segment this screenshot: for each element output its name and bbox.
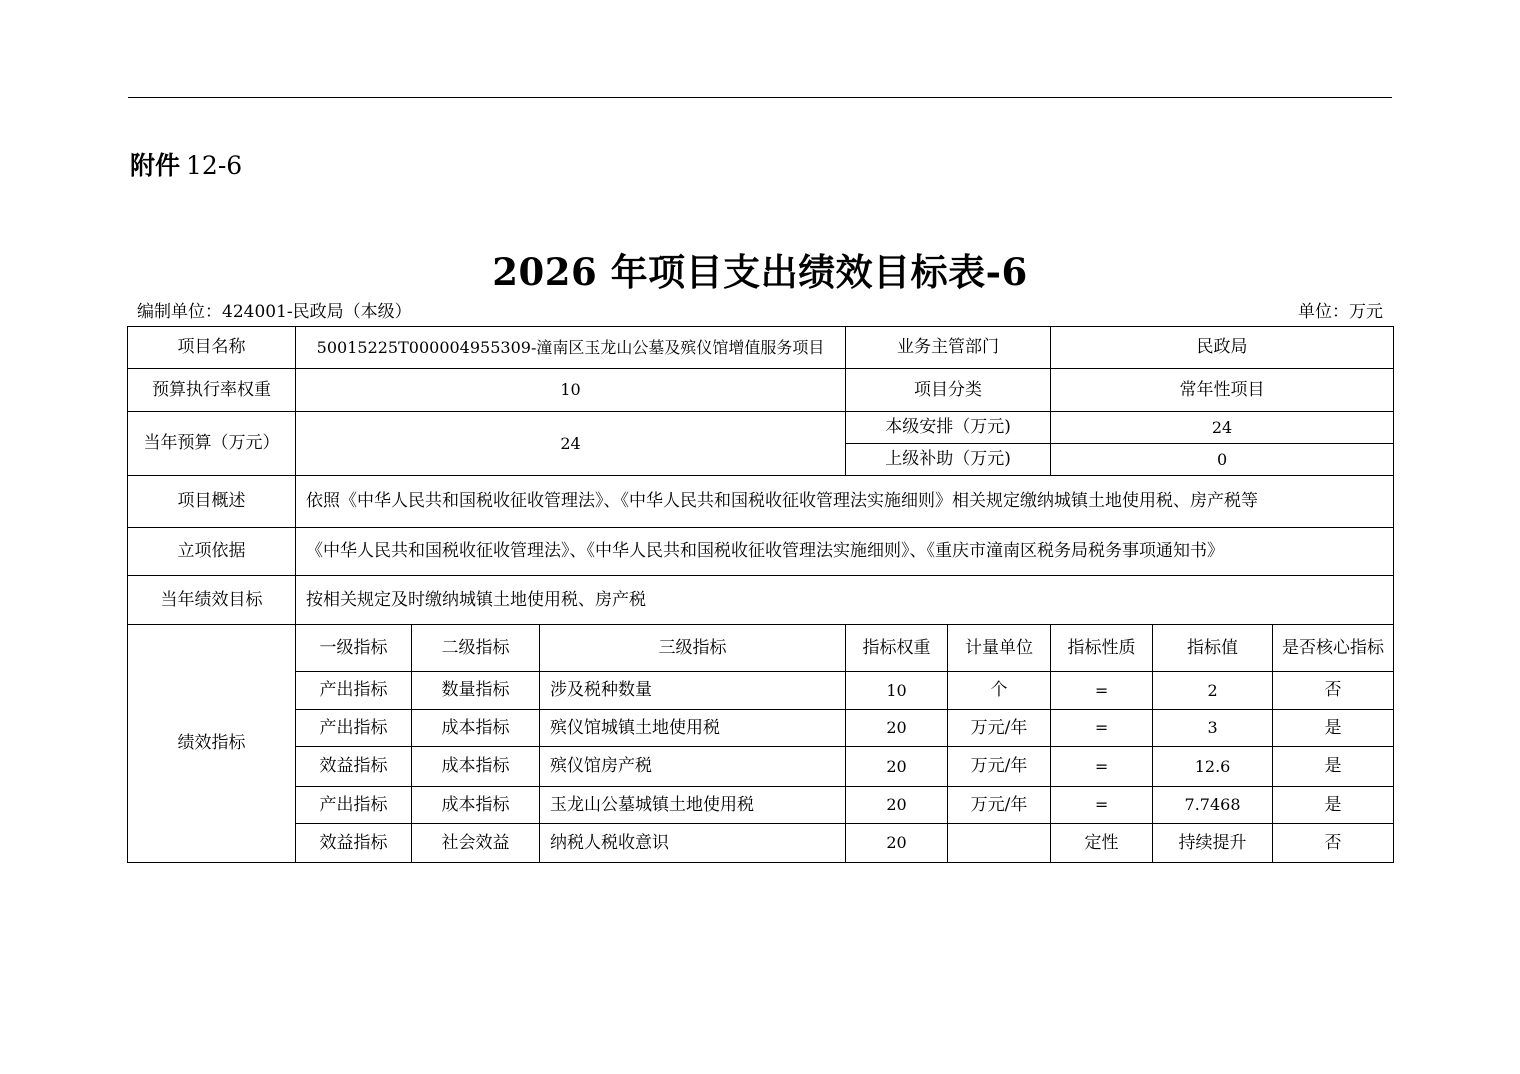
- budget-label: 当年预算（万元）: [128, 412, 296, 476]
- row-project-name: [128, 327, 1394, 369]
- header-value: 指标值: [1153, 625, 1273, 672]
- core-cell: 否: [1273, 672, 1394, 710]
- category-label: 项目分类: [846, 369, 1051, 412]
- value-cell: 7.7468: [1153, 787, 1273, 824]
- level2-cell: 数量指标: [412, 672, 540, 710]
- level3-cell: 涉及税种数量: [540, 672, 846, 710]
- unit-cell: 个: [948, 672, 1051, 710]
- weight-cell: 20: [846, 710, 948, 747]
- value-cell: 2: [1153, 672, 1273, 710]
- overview-value: 依照《中华人民共和国税收征收管理法》、《中华人民共和国税收征收管理法实施细则》相关规定缴纳城镇土地使用税、房产税等: [296, 476, 1394, 528]
- goal-value: 按相关规定及时缴纳城镇土地使用税、房产税: [296, 576, 1394, 625]
- nature-cell: =: [1051, 747, 1153, 787]
- indicator-row: [128, 710, 1394, 747]
- level1-cell: 产出指标: [296, 710, 412, 747]
- value-cell: 3: [1153, 710, 1273, 747]
- level3-cell: 纳税人税收意识: [540, 824, 846, 863]
- level1-cell: 效益指标: [296, 747, 412, 787]
- unit-cell: 万元/年: [948, 747, 1051, 787]
- local-budget-value: 24: [1051, 412, 1394, 444]
- meta-row: [137, 297, 1383, 322]
- nature-cell: =: [1051, 672, 1153, 710]
- attachment-word: 附件: [130, 151, 181, 180]
- level1-cell: 效益指标: [296, 824, 412, 863]
- indicator-header-row: [128, 625, 1394, 672]
- core-cell: 是: [1273, 747, 1394, 787]
- header-level2: 二级指标: [412, 625, 540, 672]
- local-budget-label: 本级安排（万元): [846, 412, 1051, 444]
- upper-subsidy-value: 0: [1051, 444, 1394, 476]
- category-value: 常年性项目: [1051, 369, 1394, 412]
- upper-subsidy-label: 上级补助（万元): [846, 444, 1051, 476]
- level2-cell: 社会效益: [412, 824, 540, 863]
- header-weight: 指标权重: [846, 625, 948, 672]
- row-basis: [128, 528, 1394, 576]
- nature-cell: =: [1051, 710, 1153, 747]
- indicators-label: 绩效指标: [128, 625, 296, 863]
- page-title: 2026 年项目支出绩效目标表-6: [492, 250, 1028, 294]
- overview-label: 项目概述: [128, 476, 296, 528]
- basis-label: 立项依据: [128, 528, 296, 576]
- project-name-value: 50015225T000004955309-潼南区玉龙山公墓及殡仪馆增值服务项目: [296, 327, 846, 369]
- goal-label: 当年绩效目标: [128, 576, 296, 625]
- core-cell: 是: [1273, 787, 1394, 824]
- level2-cell: 成本指标: [412, 747, 540, 787]
- level1-cell: 产出指标: [296, 672, 412, 710]
- level2-cell: 成本指标: [412, 710, 540, 747]
- row-goal: [128, 576, 1394, 625]
- header-core: 是否核心指标: [1273, 625, 1394, 672]
- row-overview: [128, 476, 1394, 528]
- indicator-row: [128, 747, 1394, 787]
- nature-cell: 定性: [1051, 824, 1153, 863]
- dept-label: 业务主管部门: [846, 327, 1051, 369]
- weight-cell: 10: [846, 672, 948, 710]
- unit-cell: [948, 824, 1051, 863]
- header-unit: 计量单位: [948, 625, 1051, 672]
- budget-value: 24: [296, 412, 846, 476]
- level3-cell: 殡仪馆房产税: [540, 747, 846, 787]
- level2-cell: 成本指标: [412, 787, 540, 824]
- attachment-number: 12-6: [186, 151, 243, 180]
- header-level3: 三级指标: [540, 625, 846, 672]
- nature-cell: =: [1051, 787, 1153, 824]
- weight-label: 预算执行率权重: [128, 369, 296, 412]
- dept-value: 民政局: [1051, 327, 1394, 369]
- unit-cell: 万元/年: [948, 710, 1051, 747]
- level1-cell: 产出指标: [296, 787, 412, 824]
- compiling-unit: 编制单位：424001-民政局（本级）: [137, 302, 412, 322]
- attachment-label: [130, 146, 242, 182]
- indicator-row: [128, 824, 1394, 863]
- weight-value: 10: [296, 369, 846, 412]
- weight-cell: 20: [846, 747, 948, 787]
- row-weight: [128, 369, 1394, 412]
- currency-unit: 单位：万元: [1298, 302, 1383, 322]
- unit-cell: 万元/年: [948, 787, 1051, 824]
- level3-cell: 殡仪馆城镇土地使用税: [540, 710, 846, 747]
- core-cell: 是: [1273, 710, 1394, 747]
- core-cell: 否: [1273, 824, 1394, 863]
- weight-cell: 20: [846, 787, 948, 824]
- basis-value: 《中华人民共和国税收征收管理法》、《中华人民共和国税收征收管理法实施细则》、《重庆市潼南区税务局税务事项通知书》: [296, 528, 1394, 576]
- value-cell: 12.6: [1153, 747, 1273, 787]
- weight-cell: 20: [846, 824, 948, 863]
- header-level1: 一级指标: [296, 625, 412, 672]
- indicator-row: [128, 672, 1394, 710]
- row-budget: [128, 412, 1394, 444]
- header-rule: [128, 97, 1392, 98]
- performance-table: [127, 326, 1394, 863]
- project-name-label: 项目名称: [128, 327, 296, 369]
- level3-cell: 玉龙山公墓城镇土地使用税: [540, 787, 846, 824]
- indicator-row: [128, 787, 1394, 824]
- header-nature: 指标性质: [1051, 625, 1153, 672]
- value-cell: 持续提升: [1153, 824, 1273, 863]
